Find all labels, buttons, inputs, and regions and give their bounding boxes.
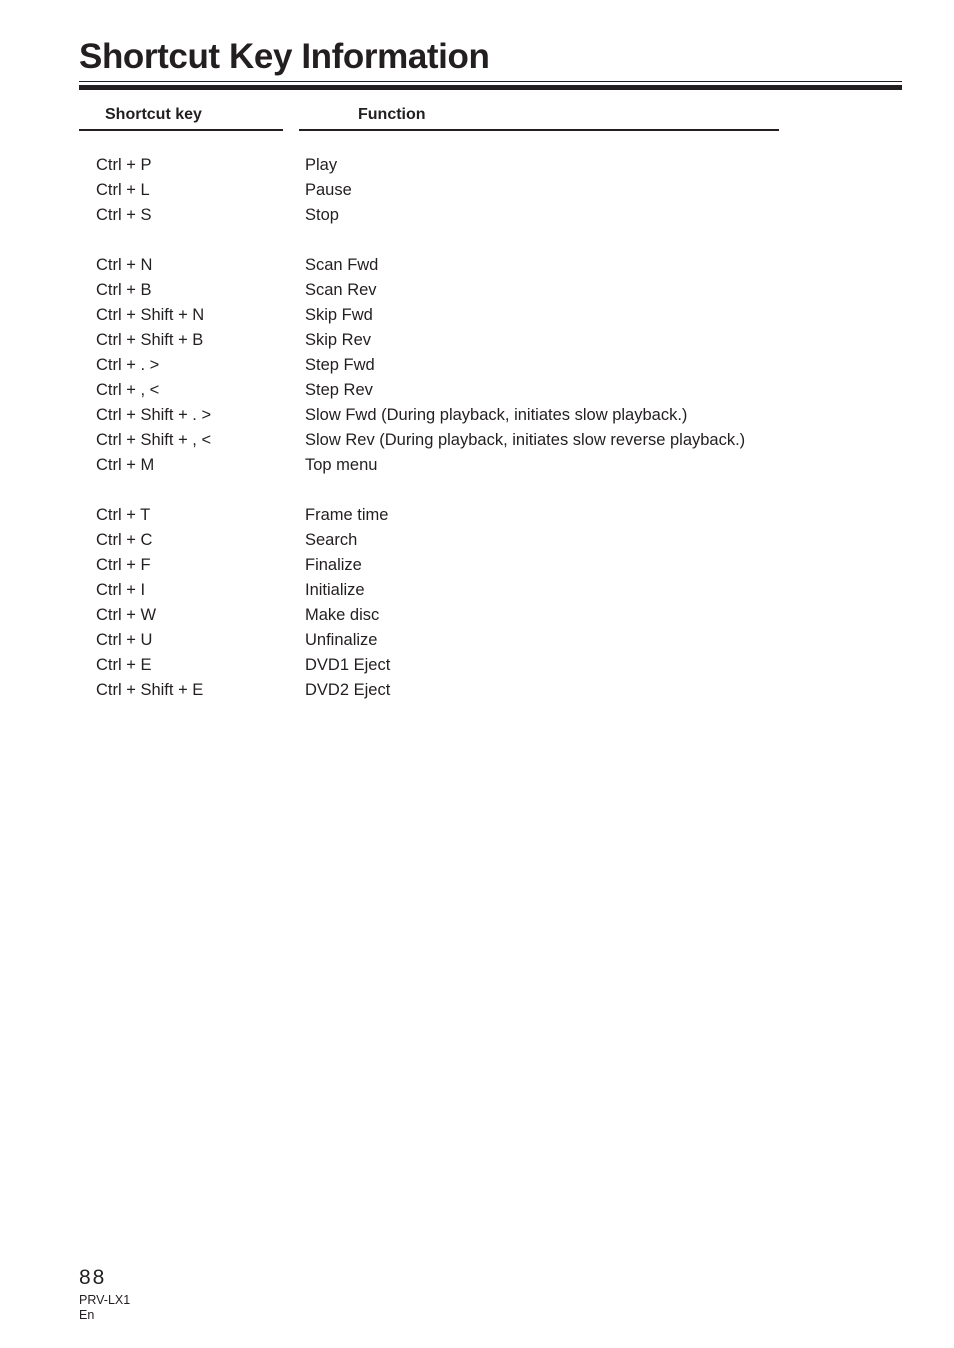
shortcut-key-cell: Ctrl + , < (96, 381, 160, 399)
shortcut-key-cell: Ctrl + S (96, 206, 152, 224)
function-cell: Play (305, 156, 338, 174)
shortcut-key-cell: Ctrl + U (96, 631, 153, 649)
shortcut-key-cell: Ctrl + Shift + B (96, 331, 204, 349)
function-cell: Pause (305, 181, 352, 199)
page-number: 88 (79, 1266, 107, 1289)
column-header-shortcut-key: Shortcut key (105, 106, 202, 123)
shortcut-key-cell: Ctrl + L (96, 181, 150, 199)
shortcut-key-cell: Ctrl + Shift + E (96, 681, 204, 699)
table-row (0, 578, 954, 603)
header-rule-shortcut-key (79, 129, 283, 131)
function-cell: Slow Rev (During playback, initiates slow reverse playback.) (305, 431, 746, 449)
shortcut-key-cell: Ctrl + . > (96, 356, 160, 374)
page-title: Shortcut Key Information (79, 37, 490, 76)
shortcut-key-cell: Ctrl + P (96, 156, 152, 174)
table-row (0, 653, 954, 678)
table-row (0, 378, 954, 403)
table-row (0, 553, 954, 578)
table-row (0, 153, 954, 178)
function-cell: Skip Rev (305, 331, 372, 349)
function-cell: DVD1 Eject (305, 656, 391, 674)
function-cell: Initialize (305, 581, 365, 599)
table-row (0, 203, 954, 228)
table-row (0, 353, 954, 378)
shortcut-key-cell: Ctrl + C (96, 531, 153, 549)
function-cell: Scan Fwd (305, 256, 379, 274)
table-row (0, 428, 954, 453)
function-cell: Unfinalize (305, 631, 378, 649)
table-row (0, 328, 954, 353)
shortcut-key-cell: Ctrl + I (96, 581, 146, 599)
table-row (0, 278, 954, 303)
function-cell: Frame time (305, 506, 389, 524)
shortcut-key-cell: Ctrl + Shift + N (96, 306, 205, 324)
table-row (0, 528, 954, 553)
title-rule-thin (79, 81, 902, 82)
function-cell: DVD2 Eject (305, 681, 391, 699)
shortcut-key-cell: Ctrl + E (96, 656, 152, 674)
table-row (0, 628, 954, 653)
model-code: PRV-LX1 (79, 1293, 131, 1307)
function-cell: Make disc (305, 606, 380, 624)
shortcut-key-cell: Ctrl + Shift + , < (96, 431, 212, 449)
function-cell: Step Rev (305, 381, 373, 399)
shortcut-key-cell: Ctrl + T (96, 506, 151, 524)
shortcut-key-cell: Ctrl + N (96, 256, 153, 274)
shortcut-key-cell: Ctrl + M (96, 456, 155, 474)
language-code: En (79, 1308, 95, 1322)
shortcut-key-cell: Ctrl + W (96, 606, 157, 624)
function-cell: Finalize (305, 556, 362, 574)
function-cell: Step Fwd (305, 356, 375, 374)
table-row (0, 253, 954, 278)
table-row (0, 303, 954, 328)
title-rule-thick (79, 85, 902, 90)
shortcut-key-cell: Ctrl + B (96, 281, 152, 299)
function-cell: Top menu (305, 456, 378, 474)
function-cell: Skip Fwd (305, 306, 373, 324)
column-header-function: Function (358, 106, 426, 123)
function-cell: Stop (305, 206, 339, 224)
shortcut-key-cell: Ctrl + F (96, 556, 151, 574)
table-row (0, 453, 954, 478)
table-row (0, 603, 954, 628)
table-row (0, 503, 954, 528)
shortcut-key-cell: Ctrl + Shift + . > (96, 406, 212, 424)
function-cell: Search (305, 531, 358, 549)
table-row (0, 678, 954, 703)
header-rule-function (299, 129, 779, 131)
function-cell: Scan Rev (305, 281, 377, 299)
function-cell: Slow Fwd (During playback, initiates slow playback.) (305, 406, 688, 424)
table-row (0, 178, 954, 203)
table-row (0, 403, 954, 428)
